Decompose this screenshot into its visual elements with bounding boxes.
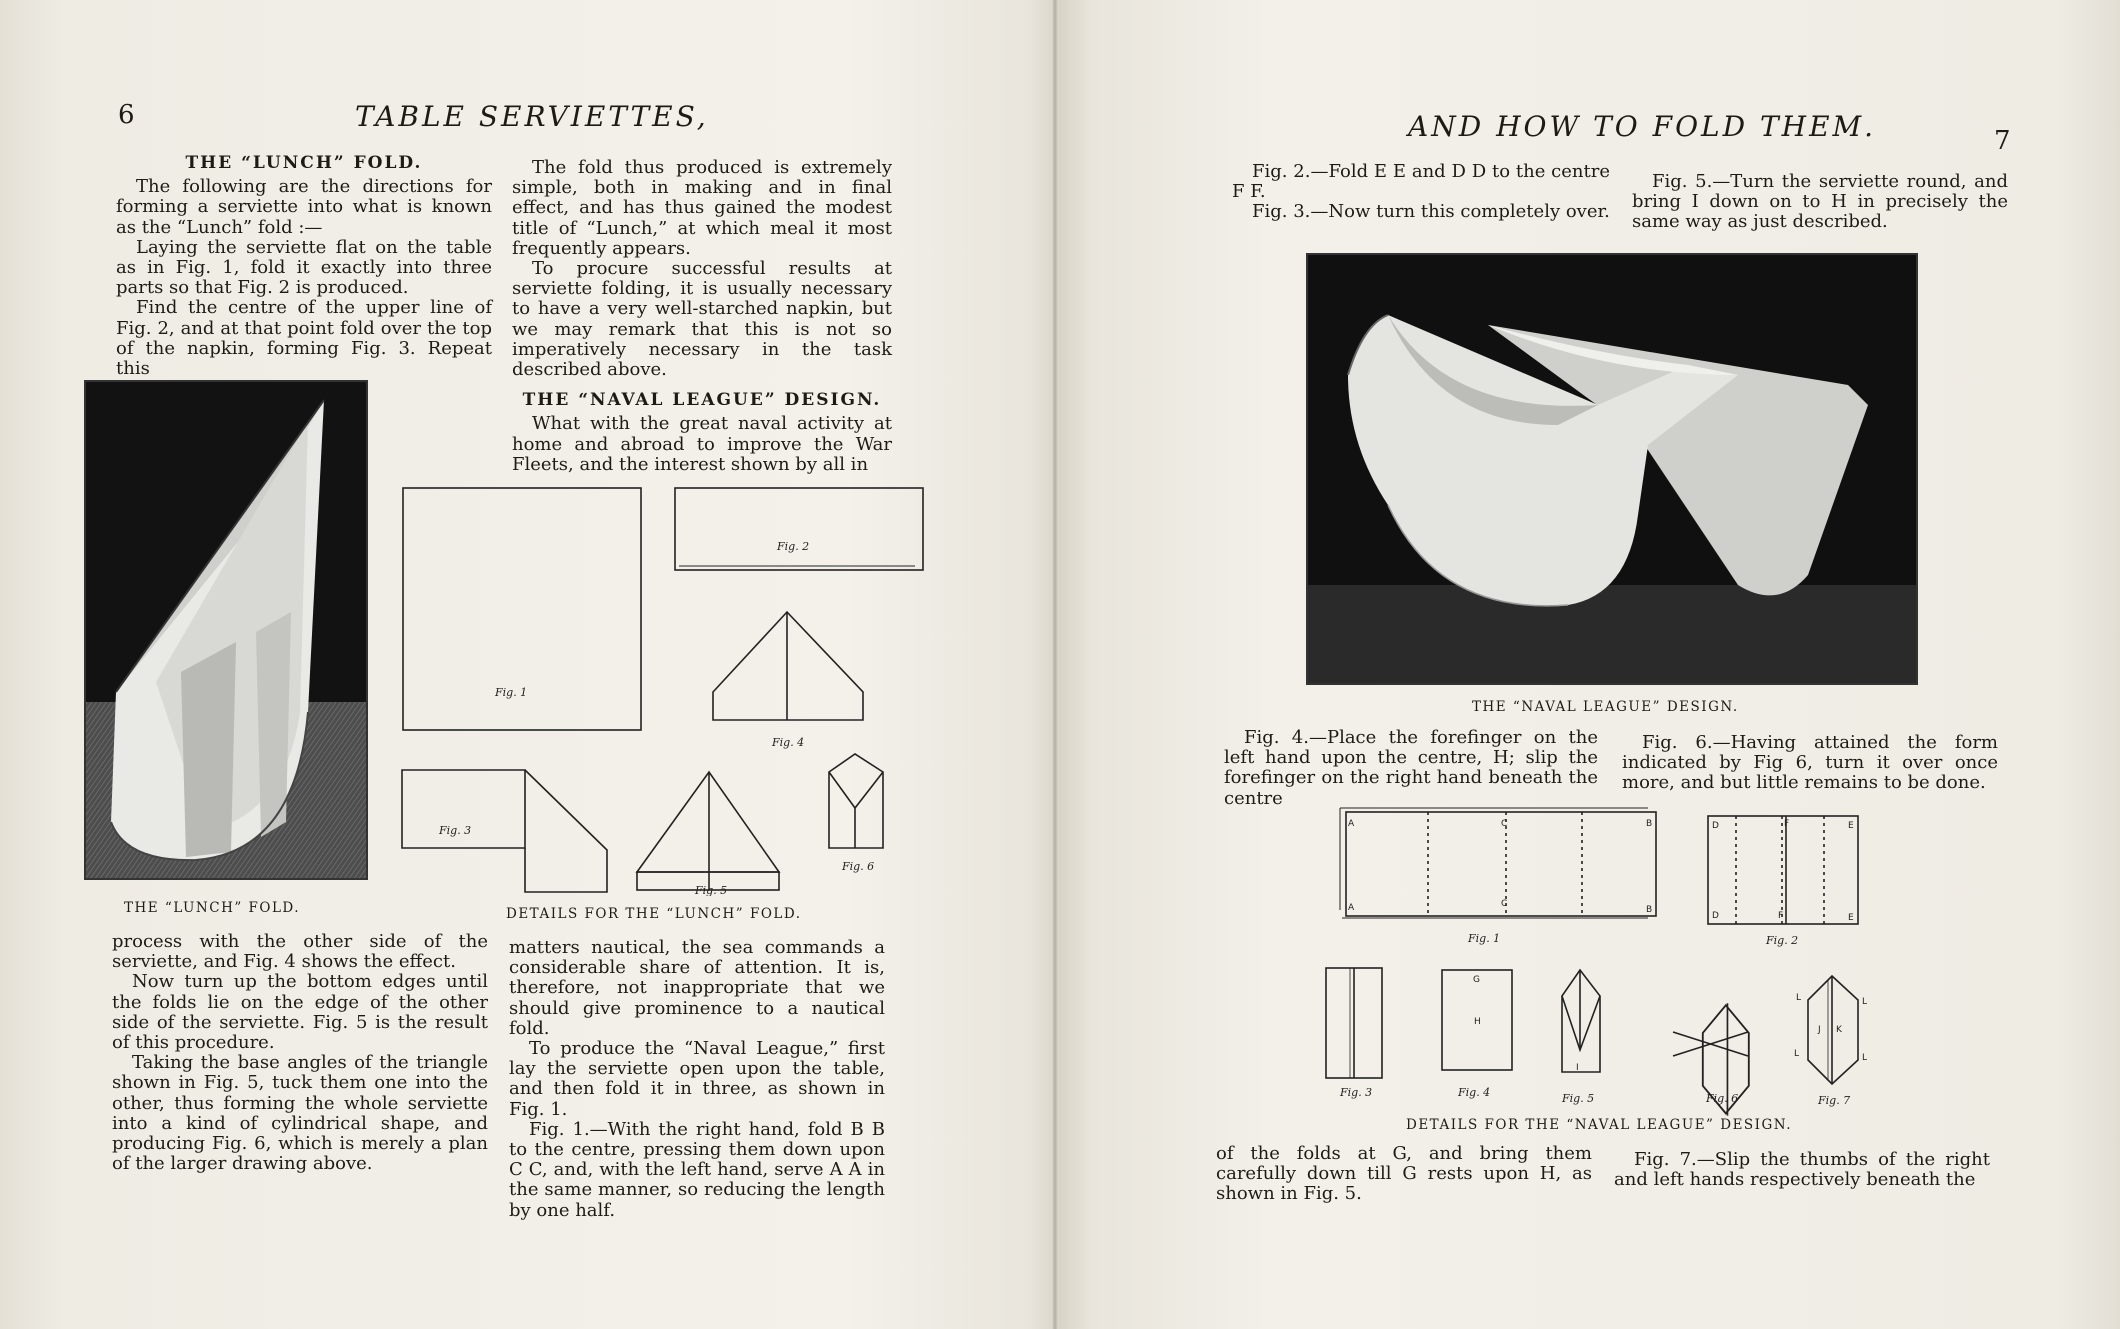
- paragraph: Fig. 4.—Place the forefinger on the left hand upon the centre, H; slip the forefinger on the right hand beneath the centre: [1224, 727, 1598, 809]
- paragraph: of the folds at G, and bring them carefully down till G rests upon H, as shown in Fig. 5.: [1216, 1143, 1592, 1205]
- naval-fig2-label: Fig. 2: [1766, 934, 1799, 947]
- naval-point-label: A: [1348, 819, 1355, 829]
- paragraph: What with the great naval activity at home and abroad to improve the War Fleets, and the interest shown by all in: [512, 413, 892, 475]
- lunch-fold-photo: [84, 380, 368, 880]
- naval-fig5-label: Fig. 5: [1562, 1092, 1595, 1105]
- naval-point-label: K: [1836, 1025, 1842, 1035]
- naval-details-caption: DETAILS FOR THE “NAVAL LEAGUE” DESIGN.: [1406, 1117, 1793, 1133]
- lunch-fig3-label: Fig. 3: [439, 824, 472, 837]
- left-col1-bottom: [112, 932, 488, 1174]
- lunch-fold-photo-caption: THE “LUNCH” FOLD.: [124, 900, 301, 916]
- naval-point-label: L: [1862, 1053, 1868, 1063]
- naval-fig4-label: Fig. 4: [1458, 1086, 1491, 1099]
- naval-point-label: C: [1501, 819, 1508, 829]
- paragraph: The following are the directions for forming a serviette into what is known as the “Lunch” fold :—: [116, 176, 492, 238]
- paragraph: Fig. 2.—Fold E E and D D to the centre F F.: [1232, 161, 1610, 203]
- left-col2-top: [512, 158, 892, 475]
- right-col1-top: [1232, 162, 1610, 223]
- naval-league-photo: [1306, 253, 1918, 685]
- naval-point-label: H: [1474, 1017, 1481, 1027]
- lunch-fig5-label: Fig. 5: [695, 884, 728, 896]
- paragraph: Now turn up the bottom edges until the folds lie on the edge of the other side of the serviette. Fig. 5 is the result of this procedure.: [112, 971, 488, 1054]
- paragraph: To procure successful results at serviette folding, it is usually necessary to have a very well-starched napkin, but we may remark that this is not so imperatively necessary in the task described above.: [512, 258, 892, 381]
- paragraph: Fig. 1.—With the right hand, fold B B to the centre, pressing them down upon C C, and, with the left hand, serve A A in the same manner, so reducing the length by one half.: [509, 1118, 885, 1221]
- paragraph: Fig. 3.—Now turn this completely over.: [1252, 201, 1610, 223]
- naval-league-heading: THE “NAVAL LEAGUE” DESIGN.: [522, 390, 882, 411]
- naval-point-label: J: [1818, 1025, 1821, 1035]
- naval-point-label: E: [1848, 913, 1854, 923]
- right-col1-bottom: [1216, 1144, 1592, 1205]
- left-col1-top: [116, 153, 492, 379]
- naval-point-label: F: [1778, 911, 1784, 921]
- paragraph: Fig. 6.—Having attained the form indicated by Fig 6, turn it over once more, and but little remains to be done.: [1622, 732, 1998, 794]
- paragraph: Taking the base angles of the triangle shown in Fig. 5, tuck them one into the other, thus forming the whole serviette into a kind of cylindrical shape, and producing Fig. 6, which is merely a plan of the larger drawing above.: [112, 1052, 488, 1175]
- naval-point-label: B: [1646, 819, 1653, 829]
- left-running-head: TABLE SERVIETTES,: [355, 100, 709, 133]
- paragraph: Fig. 7.—Slip the thumbs of the right and left hands respectively beneath the: [1614, 1149, 1990, 1191]
- paragraph: process with the other side of the serviette, and Fig. 4 shows the effect.: [112, 931, 488, 973]
- right-col2-mid: [1622, 733, 1998, 794]
- left-page-number: 6: [118, 100, 135, 130]
- right-page-number: 7: [1994, 126, 2011, 156]
- naval-point-label: L: [1794, 1049, 1800, 1059]
- naval-point-label: L: [1796, 993, 1802, 1003]
- lunch-fig4-label: Fig. 4: [772, 736, 805, 749]
- lunch-details-caption: DETAILS FOR THE “LUNCH” FOLD.: [506, 906, 802, 922]
- naval-point-label: E: [1848, 821, 1854, 831]
- paragraph: matters nautical, the sea commands a considerable share of attention. It is, therefore, not inappropriate that we should give prominence to a nautical fold.: [509, 937, 885, 1039]
- right-col2-bottom: [1614, 1150, 1990, 1190]
- naval-point-label: A: [1348, 903, 1355, 913]
- naval-fig1-label: Fig. 1: [1468, 932, 1501, 945]
- paragraph: To produce the “Naval League,” first lay the serviette open upon the table, and then fold it in three, as shown in Fig. 1.: [509, 1038, 885, 1120]
- naval-point-label: D: [1712, 821, 1719, 831]
- right-running-head: AND HOW TO FOLD THEM.: [1408, 110, 1877, 143]
- naval-point-label: I: [1576, 1063, 1579, 1073]
- naval-fig7-label: Fig. 7: [1818, 1094, 1851, 1107]
- naval-league-photo-caption: THE “NAVAL LEAGUE” DESIGN.: [1472, 699, 1739, 715]
- naval-point-label: C: [1501, 899, 1508, 909]
- naval-point-label: D: [1712, 911, 1719, 921]
- naval-point-label: G: [1473, 975, 1480, 985]
- book-gutter: [1052, 0, 1058, 1329]
- paragraph: The fold thus produced is extremely simple, both in making and in final effect, and has thus gained the modest title of “Lunch,” at which meal it most frequently appears.: [512, 157, 892, 259]
- lunch-fold-heading: THE “LUNCH” FOLD.: [185, 153, 423, 173]
- paragraph: Find the centre of the upper line of Fig. 2, and at that point fold over the top of the napkin, forming Fig. 3. Repeat this: [116, 297, 492, 380]
- left-col2-bottom: [509, 938, 885, 1221]
- naval-fig6-label: Fig. 6: [1706, 1092, 1739, 1105]
- paragraph: Laying the serviette flat on the table as in Fig. 1, fold it exactly into three parts so that Fig. 2 is produced.: [116, 236, 492, 299]
- naval-point-label: F: [1784, 819, 1790, 829]
- lunch-fold-diagrams: [395, 478, 925, 896]
- paragraph: Fig. 5.—Turn the serviette round, and bring I down on to H in precisely the same way as just described.: [1632, 171, 2008, 233]
- lunch-fig2-label: Fig. 2: [777, 540, 810, 553]
- right-col2-top: [1632, 172, 2008, 233]
- naval-point-label: B: [1646, 905, 1653, 915]
- naval-league-diagrams: [1318, 800, 1958, 1118]
- naval-fig3-label: Fig. 3: [1340, 1086, 1373, 1099]
- naval-point-label: L: [1862, 997, 1868, 1007]
- lunch-fig1-label: Fig. 1: [495, 686, 528, 699]
- right-col1-mid: [1224, 728, 1598, 809]
- lunch-fig6-label: Fig. 6: [842, 860, 875, 873]
